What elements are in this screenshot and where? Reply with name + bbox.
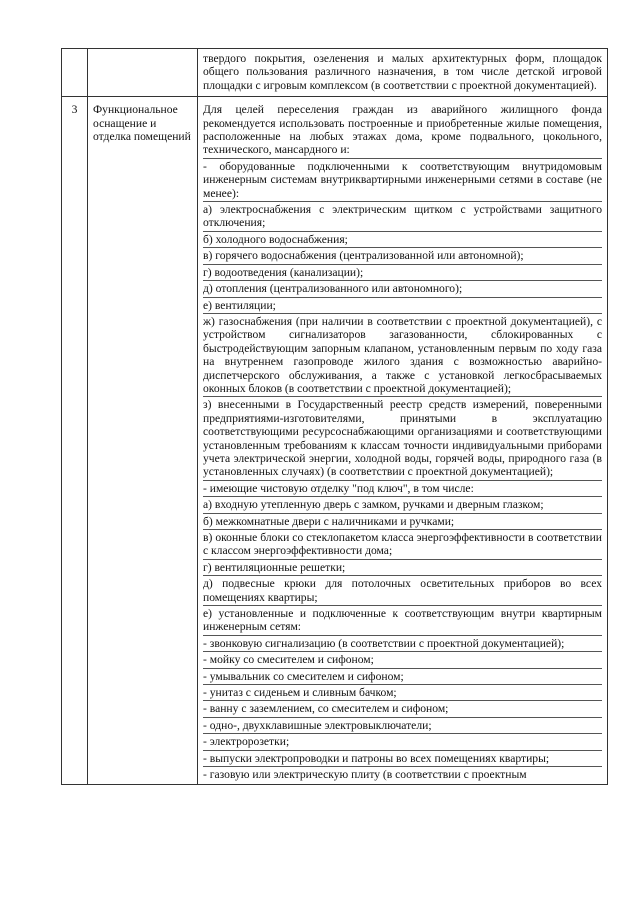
description-line: - унитаз с сиденьем и сливным бачком;	[203, 686, 602, 701]
description-line: а) электроснабжения с электрическим щитком с устройствами защитного отключения;	[203, 203, 602, 232]
description-line: Для целей переселения граждан из аварийного жилищного фонда рекомендуется использовать построенные и приобретенные жилые помещения, расположенные на любых этажах дома, кроме подвального, цокольного, технического, мансардного и:	[203, 103, 602, 159]
description-line: - звонковую сигнализацию (в соответствии с проектной документацией);	[203, 637, 602, 652]
description-line: а) входную утепленную дверь с замком, ручками и дверным глазком;	[203, 498, 602, 513]
description-line: - оборудованные подключенными к соответствующим внутридомовым инженерным системам внутриквартирными инженерными сетями в составе (не менее):	[203, 160, 602, 202]
description-line: д) подвесные крюки для потолочных осветительных приборов во всех помещениях квартиры;	[203, 577, 602, 606]
requirements-table	[61, 48, 608, 785]
table-row	[62, 49, 608, 97]
description-line: - мойку со смесителем и сифоном;	[203, 653, 602, 668]
row-description-cell: твердого покрытия, озеленения и малых архитектурных форм, площадок общего пользования различного назначения, в том числе детской игровой площадки с игровым комплексом (в соответствии с проектной документацией).	[198, 49, 608, 97]
description-line: - умывальник со смесителем и сифоном;	[203, 670, 602, 685]
description-line: д) отопления (централизованного или автономного);	[203, 282, 602, 297]
description-lines	[203, 103, 602, 782]
description-line: - выпуски электропроводки и патроны во всех помещениях квартиры;	[203, 752, 602, 767]
description-line: - имеющие чистовую отделку "под ключ", в том числе:	[203, 482, 602, 497]
row-number-cell	[62, 49, 88, 97]
description-line: в) оконные блоки со стеклопакетом класса энергоэффективности в соответствии с классом энергоэффективности дома;	[203, 531, 602, 560]
description-line: - одно-, двухклавишные электровыключатели;	[203, 719, 602, 734]
description-line: - ванну с заземлением, со смесителем и сифоном;	[203, 702, 602, 717]
row-description-cell	[198, 97, 608, 784]
description-line: е) вентиляции;	[203, 299, 602, 314]
description-line: - электророзетки;	[203, 735, 602, 750]
description-line: ж) газоснабжения (при наличии в соответствии с проектной документацией), с устройством сигнализаторов загазованности, сблокированных с быстродействующим запорным клапаном, установленным первым по ходу газа на внутреннем газопроводе жилого здания с возможностью аварийно-диспетчерского обслуживания, а также с установкой легкосбрасываемых оконных блоков (в соответствии с проектной документацией);	[203, 315, 602, 397]
description-line: з) внесенными в Государственный реестр средств измерений, поверенными предприятиями-изготовителями, принятыми в эксплуатацию соответствующими ресурсоснабжающими организациями и соответствующими установленным требованиям к классам точности индивидуальными приборами учета электрической энергии, холодной воды, горячей воды, природного газа (в установленных случаях) (в соответствии с проектной документацией);	[203, 398, 602, 480]
description-line: г) водоотведения (канализации);	[203, 266, 602, 281]
description-line: - газовую или электрическую плиту (в соответствии с проектным	[203, 768, 527, 782]
row-number-cell: 3	[62, 97, 88, 784]
description-line: г) вентиляционные решетки;	[203, 561, 602, 576]
description-line: е) установленные и подключенные к соответствующим внутри квартирным инженерным сетям:	[203, 607, 602, 636]
row-category-cell	[88, 49, 198, 97]
table-row	[62, 97, 608, 784]
description-line: б) межкомнатные двери с наличниками и ручками;	[203, 515, 602, 530]
row-category-cell: Функциональное оснащение и отделка помещений	[88, 97, 198, 784]
description-line: б) холодного водоснабжения;	[203, 233, 602, 248]
description-line: в) горячего водоснабжения (централизованной или автономной);	[203, 249, 602, 264]
